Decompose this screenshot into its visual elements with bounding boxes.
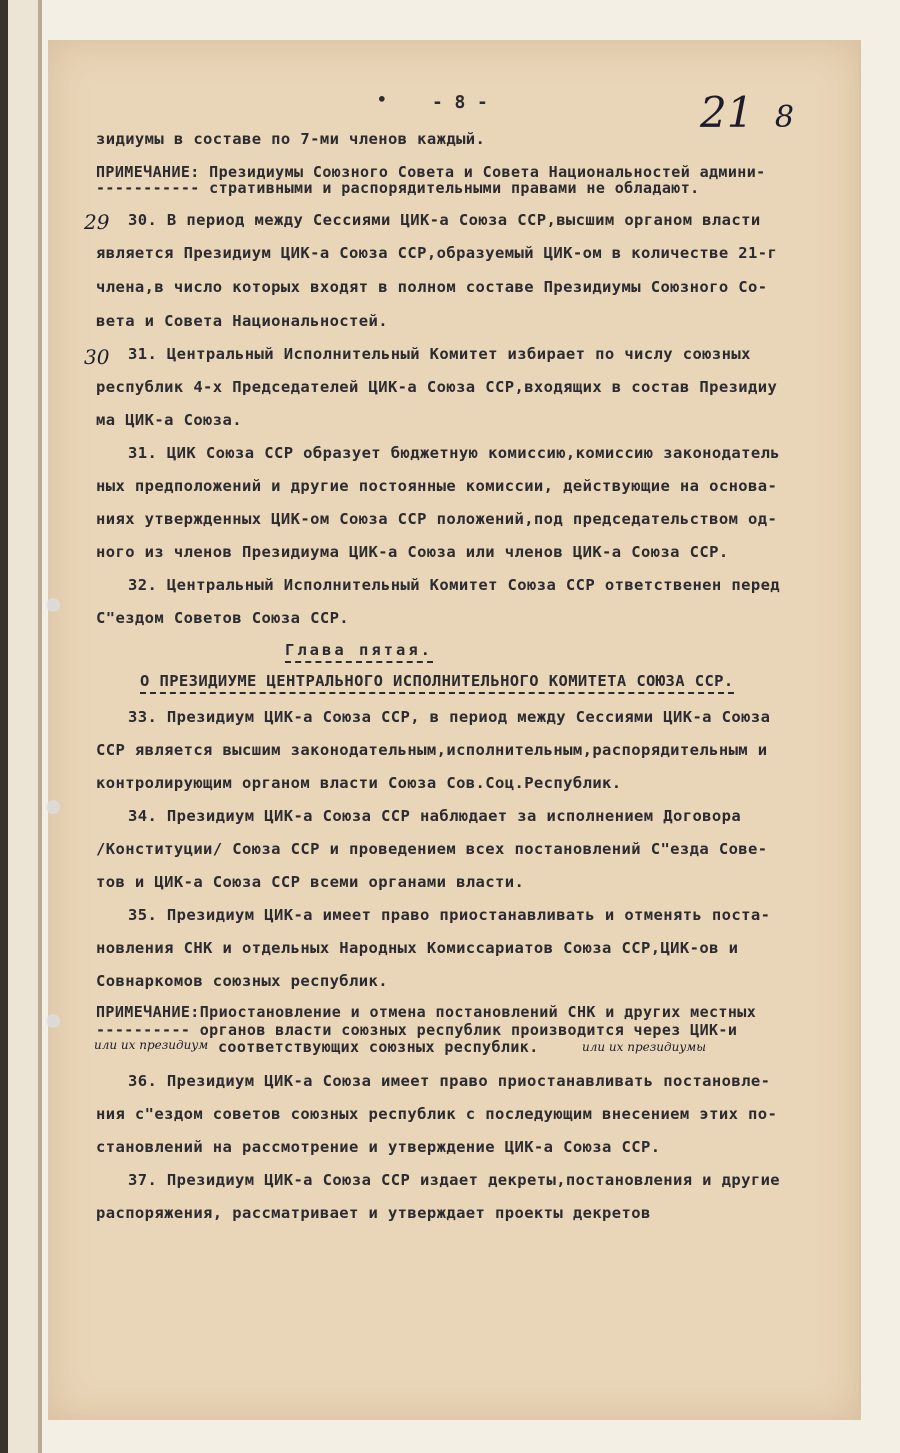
chapter-heading: О ПРЕЗИДИУМЕ ЦЕНТРАЛЬНОГО ИСПОЛНИТЕЛЬНОГО КОМИТЕТА СОЮЗА ССР. <box>140 672 734 694</box>
article-34-line: 34. Президиум ЦИК-а Союза ССР наблюдает за исполнением Договора <box>128 807 742 825</box>
article-36-line: 36. Президиум ЦИК-а Союза имеет право приостанавливать постановле- <box>128 1072 771 1090</box>
text-line: ного из членов Президиума ЦИК-а Союза или членов ЦИК-а Союза ССР. <box>96 543 729 561</box>
text-line: /Конституции/ Союза ССР и проведением всех постановлений С"езда Сове- <box>96 840 768 858</box>
text-line: тов и ЦИК-а Союза ССР всеми органами власти. <box>96 873 525 891</box>
text-line: ма ЦИК-а Союза. <box>96 411 242 429</box>
punch-hole <box>46 800 60 814</box>
handwritten-note-right: или их президиумы <box>582 1040 707 1054</box>
article-32-line: 32. Центральный Исполнительный Комитет Союза ССР ответственен перед <box>128 576 781 594</box>
handwritten-note-left: или их президиум <box>94 1038 209 1052</box>
text-line: становлений на рассмотрение и утверждение ЦИК-а Союза ССР. <box>96 1138 661 1156</box>
text-line: ниях утвержденных ЦИК-ом Союза ССР положений,под председательством од- <box>96 510 778 528</box>
article-33-line: 33. Президиум ЦИК-а Союза ССР, в период между Сессиями ЦИК-а Союза <box>128 708 771 726</box>
punch-hole <box>46 1014 60 1028</box>
header-bullet: • <box>377 90 388 109</box>
margin-annotation-30: 30 <box>84 345 110 369</box>
page-number: - 8 - <box>432 92 489 113</box>
text-line: вета и Совета Национальностей. <box>96 312 388 330</box>
text-line: ных предположений и другие постоянные комиссии, действующие на основа- <box>96 477 778 495</box>
article-35-line: 35. Президиум ЦИК-а имеет право приостанавливать и отменять поста- <box>128 906 771 924</box>
binding-edge <box>0 0 8 1453</box>
text-line: ния с"ездом советов союзных республик с последующим внесением этих по- <box>96 1105 778 1123</box>
text-line: Совнаркомов союзных республик. <box>96 972 388 990</box>
text-line: является Президиум ЦИК-а Союза ССР,образуемый ЦИК-ом в количестве 21-г <box>96 244 778 262</box>
text-line: члена,в число которых входят в полном составе Президиумы Союзного Со- <box>96 278 768 296</box>
note-heading-line: ПРИМЕЧАНИЕ: Президиумы Союзного Совета и Совета Национальностей админи- <box>96 163 766 181</box>
note-continuation-line: соответствующих союзных республик. <box>218 1038 539 1056</box>
folio-alt: 8 <box>774 100 794 135</box>
margin-annotation-29: 29 <box>84 210 110 234</box>
article-37-line: 37. Президиум ЦИК-а Союза ССР издает декреты,постановления и другие <box>128 1171 781 1189</box>
note-heading-line: ПРИМЕЧАНИЕ:Приостановление и отмена постановлений СНК и других местных <box>96 1003 757 1021</box>
note-continuation-line: ---------- органов власти союзных республик производится через ЦИК-и <box>96 1021 738 1039</box>
binding-strip <box>0 0 42 1453</box>
article-31b-line: 31. ЦИК Союза ССР образует бюджетную комиссию,комиссию законодатель <box>128 444 781 462</box>
article-31-line: 31. Центральный Исполнительный Комитет избирает по числу союзных <box>128 345 751 363</box>
text-line: новления СНК и отдельных Народных Комиссариатов Союза ССР,ЦИК-ов и <box>96 939 739 957</box>
text-line: С"ездом Советов Союза ССР. <box>96 609 350 627</box>
text-line: ССР является высшим законодательным,исполнительным,распорядительным и <box>96 741 768 759</box>
text-line: распоряжения, рассматривает и утверждает проекты декретов <box>96 1204 651 1222</box>
punch-hole <box>46 598 60 612</box>
article-30-line: 30. В период между Сессиями ЦИК-а Союза ССР,высшим органом власти <box>128 211 761 229</box>
note-continuation-line: ----------- стративными и распорядительными правами не обладают. <box>96 179 700 197</box>
chapter-title: Глава пятая. <box>285 641 433 663</box>
folio-number <box>700 88 794 137</box>
text-line: контролирующим органом власти Союза Сов.Соц.Республик. <box>96 774 622 792</box>
page-fold <box>38 0 42 1453</box>
text-line: республик 4-х Председателей ЦИК-а Союза ССР,входящих в состав Президиу <box>96 378 778 396</box>
folio-main: 21 <box>700 88 754 137</box>
text-line: зидиумы в составе по 7-ми членов каждый. <box>96 130 486 148</box>
